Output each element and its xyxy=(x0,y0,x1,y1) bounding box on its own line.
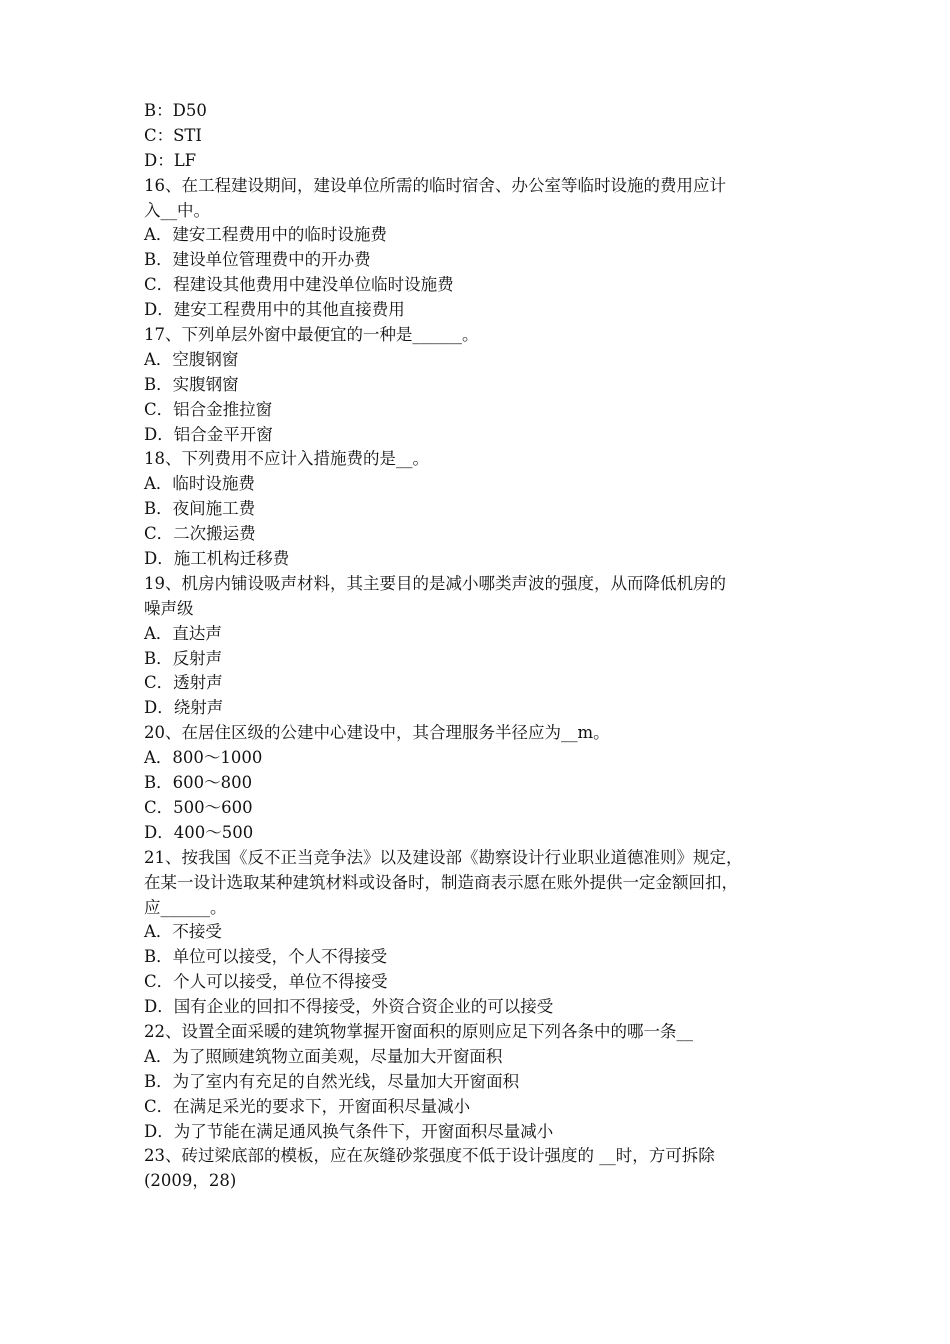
option-line: A．空腹钢窗 xyxy=(144,349,239,369)
question-19-text: 19、机房内铺设吸声材料，其主要目的是减小哪类声波的强度，从而降低机房的 xyxy=(144,573,726,593)
option-line: D．400～500 xyxy=(144,822,254,842)
question-21-text: 在某一设计选取某种建筑材料或设备时，制造商表示愿在账外提供一定金额回扣， xyxy=(144,872,738,892)
option-line: D．铝合金平开窗 xyxy=(144,424,273,444)
question-21-text: 21、按我国《反不正当竞争法》以及建设部《勘察设计行业职业道德准则》规定， xyxy=(144,847,743,867)
question-22-text: 22、设置全面采暖的建筑物掌握开窗面积的原则应足下列各条中的哪一条__ xyxy=(144,1021,693,1041)
option-line: D．绕射声 xyxy=(144,698,224,718)
document-page xyxy=(144,99,824,1194)
question-16-text: 16、在工程建设期间，建设单位所需的临时宿舍、办公室等临时设施的费用应计 xyxy=(144,175,726,195)
question-16-text: 入__中。 xyxy=(144,200,210,220)
option-line: C．二次搬运费 xyxy=(144,524,256,544)
option-line: B．夜间施工费 xyxy=(144,499,256,519)
option-line: D．施工机构迁移费 xyxy=(144,549,290,569)
option-line: D：LF xyxy=(144,150,197,170)
option-line: D．国有企业的回扣不得接受，外资合资企业的可以接受 xyxy=(144,997,554,1017)
option-line: A．不接受 xyxy=(144,922,222,942)
question-23-text: (2009，28) xyxy=(144,1171,237,1191)
question-19-text: 噪声级 xyxy=(144,598,194,618)
option-line: A．直达声 xyxy=(144,623,222,643)
question-17-text: 17、下列单层外窗中最便宜的一种是______。 xyxy=(144,325,479,345)
option-line: B．单位可以接受，个人不得接受 xyxy=(144,947,388,967)
option-line: A．为了照顾建筑物立面美观，尽量加大开窗面积 xyxy=(144,1046,503,1066)
question-23-text: 23、砖过梁底部的模板，应在灰缝砂浆强度不低于设计强度的 __时，方可拆除 xyxy=(144,1146,715,1166)
option-line: A．建安工程费用中的临时设施费 xyxy=(144,225,387,245)
option-line: A．临时设施费 xyxy=(144,474,255,494)
option-line: C．500～600 xyxy=(144,797,253,817)
question-18-text: 18、下列费用不应计入措施费的是__。 xyxy=(144,449,429,469)
option-line: B．建设单位管理费中的开办费 xyxy=(144,250,371,270)
option-line: C．程建设其他费用中建没单位临时设施费 xyxy=(144,275,454,295)
option-line: B：D50 xyxy=(144,101,207,120)
option-line: C．个人可以接受，单位不得接受 xyxy=(144,972,388,992)
option-line: B．为了室内有充足的自然光线，尽量加大开窗面积 xyxy=(144,1071,520,1091)
option-line: B．600～800 xyxy=(144,773,253,793)
option-line: D．为了节能在满足通风换气条件下，开窗面积尽量减小 xyxy=(144,1121,554,1141)
option-line: C．在满足采光的要求下，开窗面积尽量减小 xyxy=(144,1096,471,1116)
option-line: C：STI xyxy=(144,125,202,145)
option-line: B．反射声 xyxy=(144,648,223,668)
option-line: C．透射声 xyxy=(144,673,223,693)
option-line: A．800～1000 xyxy=(144,748,263,768)
option-line: B．实腹钢窗 xyxy=(144,374,239,394)
option-line: C．铝合金推拉窗 xyxy=(144,399,273,419)
question-21-text: 应______。 xyxy=(144,897,227,917)
question-20-text: 20、在居住区级的公建中心建设中，其合理服务半径应为__m。 xyxy=(144,723,610,743)
option-line: D．建安工程费用中的其他直接费用 xyxy=(144,300,405,320)
